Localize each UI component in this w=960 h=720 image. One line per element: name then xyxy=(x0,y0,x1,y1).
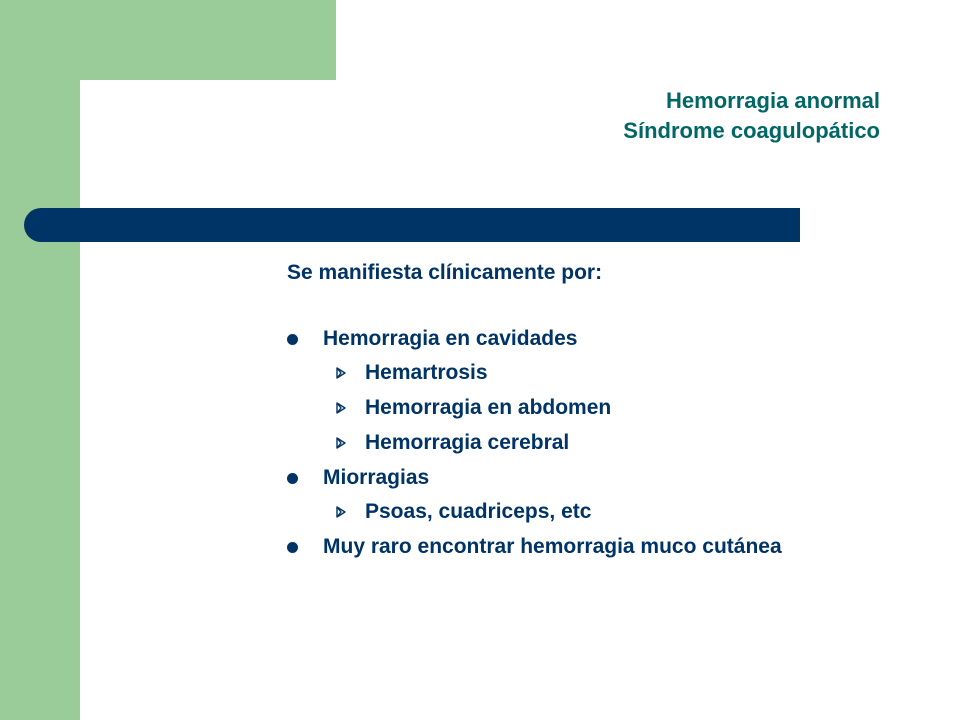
bullet-item xyxy=(287,534,827,559)
slide-title xyxy=(623,86,880,146)
intro-text: Se manifiesta clínicamente por: xyxy=(287,261,603,284)
arrow-bullet-icon xyxy=(335,506,347,518)
title-divider-bar xyxy=(24,208,800,242)
sub-bullet-item xyxy=(287,499,827,524)
sub-bullet-text: Hemorragia cerebral xyxy=(365,431,570,454)
sub-bullet-item xyxy=(287,430,827,455)
arrow-bullet-icon xyxy=(335,437,347,449)
title-line-1: Hemorragia anormal xyxy=(666,88,880,113)
title-line-2: Síndrome coagulopático xyxy=(623,118,880,143)
sub-bullet-text: Hemorragia en abdomen xyxy=(365,396,612,419)
arrow-bullet-icon xyxy=(335,402,347,414)
bullet-dot-icon xyxy=(287,334,298,345)
rounded-corner-panel xyxy=(80,80,200,200)
sub-bullet-text: Hemartrosis xyxy=(365,361,488,384)
bullet-dot-icon xyxy=(287,542,298,553)
arrow-bullet-icon xyxy=(335,367,347,379)
sub-bullet-item xyxy=(287,360,827,385)
bullet-dot-icon xyxy=(287,473,298,484)
bullet-text: Miorragias xyxy=(323,466,430,489)
green-side-band xyxy=(0,0,80,720)
sub-bullet-text: Psoas, cuadriceps, etc xyxy=(365,500,592,523)
slide-body xyxy=(287,256,827,568)
green-top-band xyxy=(0,0,336,80)
sub-bullet-item xyxy=(287,395,827,420)
bullet-item xyxy=(287,465,827,490)
bullet-text: Hemorragia en cavidades xyxy=(323,327,578,350)
bullet-text: Muy raro encontrar hemorragia muco cutánea xyxy=(323,535,782,558)
bullet-item xyxy=(287,326,827,351)
